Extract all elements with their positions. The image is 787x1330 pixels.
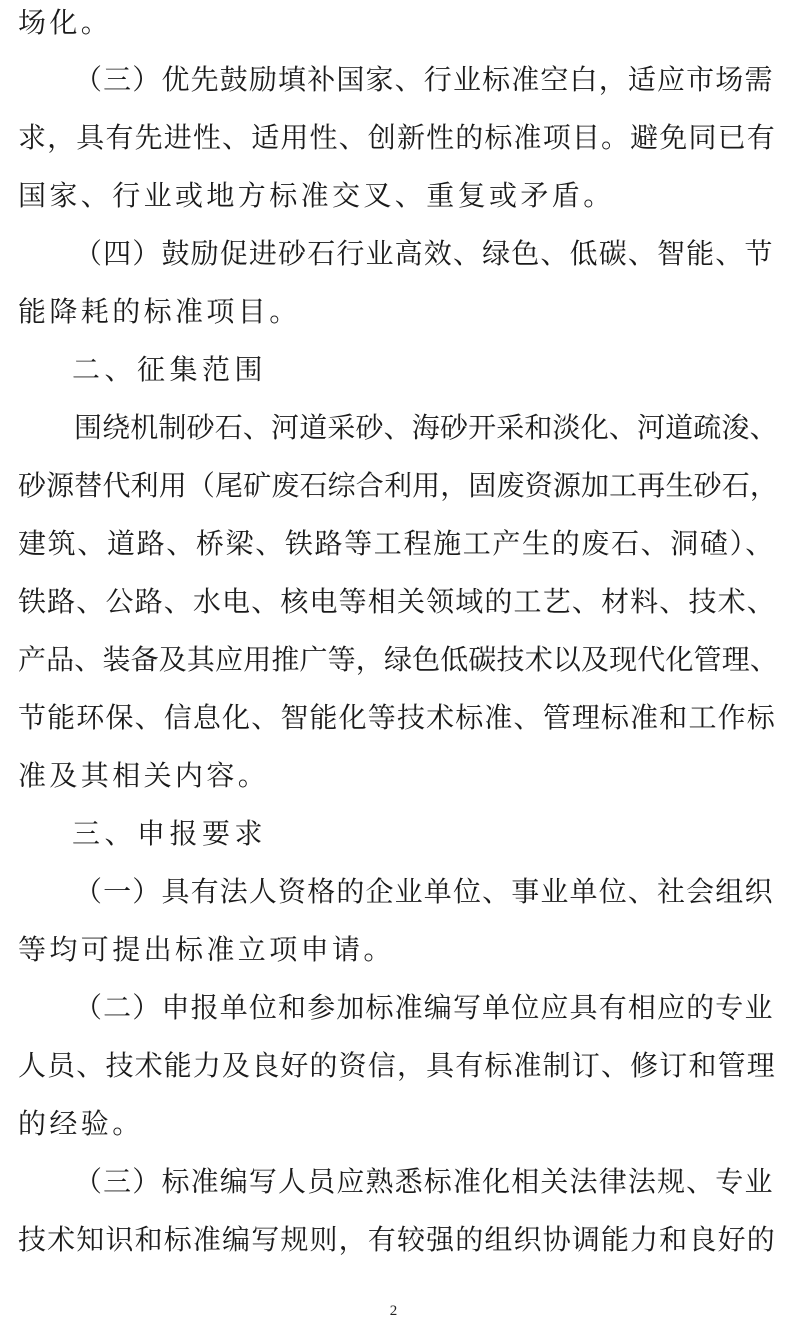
text-line: （二）申报单位和参加标准编写单位应具有相应的专业 <box>74 991 774 1024</box>
page-number: 2 <box>389 1303 398 1319</box>
text-line: 建筑、道路、桥梁、铁路等工程施工产生的废石、洞碴）、 <box>18 527 775 560</box>
text-line: （三）标准编写人员应熟悉标准化相关法律法规、专业 <box>74 1165 774 1198</box>
text-line: 铁路、公路、水电、核电等相关领域的工艺、材料、技术、 <box>18 585 776 618</box>
text-line: 求，具有先进性、适用性、创新性的标准项目。避免同已有 <box>18 121 776 154</box>
text-line: 节能环保、信息化、智能化等技术标准、管理标准和工作标 <box>18 701 776 734</box>
text-line: 围绕机制砂石、河道采砂、海砂开采和淡化、河道疏浚、 <box>74 411 778 444</box>
text-line: 砂源替代利用（尾矿废石综合利用，固废资源加工再生砂石， <box>18 469 779 502</box>
text-line: 人员、技术能力及良好的资信，具有标准制订、修订和管理 <box>18 1049 776 1082</box>
text-line: （三）优先鼓励填补国家、行业标准空白，适应市场需 <box>74 63 774 96</box>
text-line: （四）鼓励促进砂石行业高效、绿色、低碳、智能、节 <box>74 237 774 270</box>
text-line: 国家、行业或地方标准交叉、重复或矛盾。 <box>18 179 615 212</box>
text-line: 等均可提出标准立项申请。 <box>18 933 395 966</box>
text-line: 场化。 <box>18 6 113 39</box>
text-line: 准及其相关内容。 <box>18 759 270 792</box>
text-line: 的经验。 <box>18 1107 144 1140</box>
text-line: 技术知识和标准编写规则，有较强的组织协调能力和良好的 <box>18 1223 776 1256</box>
text-line: 能降耗的标准项目。 <box>18 295 301 328</box>
section-heading: 三、申报要求 <box>72 817 268 850</box>
text-line: （一）具有法人资格的企业单位、事业单位、社会组织 <box>74 875 774 908</box>
section-heading: 二、征集范围 <box>72 353 268 386</box>
text-line: 产品、装备及其应用推广等，绿色低碳技术以及现代化管理、 <box>18 643 779 676</box>
